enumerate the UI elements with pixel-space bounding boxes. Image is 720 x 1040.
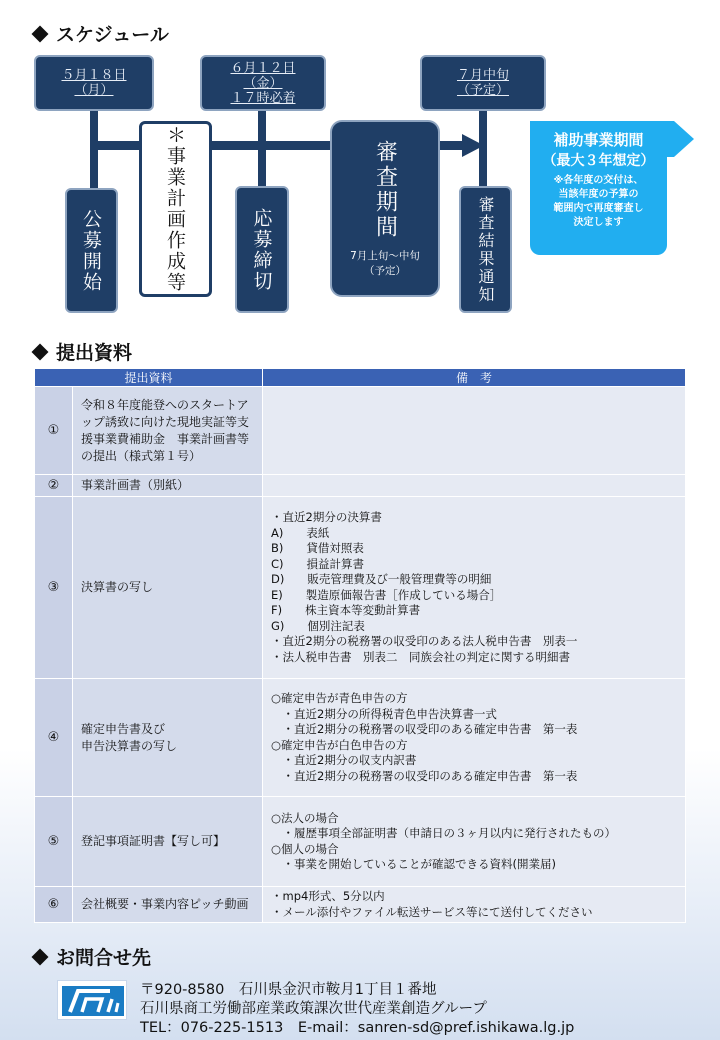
start-date-weekday: （月） bbox=[74, 83, 114, 98]
shinsa-kekka-label: 審査結果通知 bbox=[476, 195, 495, 304]
header-doc: 提出資料 bbox=[35, 369, 263, 387]
notice-date-note: （予定） bbox=[456, 83, 509, 98]
note-line: ・mp4形式、5分以内 bbox=[271, 889, 385, 903]
hojo-note-1: ※各年度の交付は、 bbox=[553, 175, 644, 186]
shinsa-period-tentative: （予定） bbox=[364, 264, 406, 277]
deadline-date-weekday: （金） bbox=[243, 75, 283, 91]
shinsa-kikan-label: 審査期間 bbox=[372, 139, 398, 240]
contact-department: 石川県商工労働部産業政策課次世代産業創造グループ bbox=[140, 1001, 487, 1017]
schedule-section-title bbox=[34, 20, 169, 47]
start-date-day: ５月１８日 bbox=[61, 68, 127, 83]
start-date-box bbox=[34, 55, 154, 111]
row-number: ④ bbox=[35, 679, 73, 797]
note-line: ○個人の場合 bbox=[271, 841, 339, 856]
kobo-kaishi-box bbox=[65, 188, 118, 313]
note-line: ・履歴事項全部証明書（申請日の３ヶ月以内に発行されたもの） bbox=[271, 826, 616, 840]
note-line: B) 貸借対照表 bbox=[271, 541, 364, 555]
row-number: ③ bbox=[35, 497, 73, 679]
row-note bbox=[263, 387, 686, 475]
diamond-bullet-icon bbox=[32, 948, 49, 965]
row-number: ① bbox=[35, 387, 73, 475]
note-line: E) 製造原価報告書［作成している場合］ bbox=[271, 587, 502, 602]
row-number: ② bbox=[35, 475, 73, 497]
row-note bbox=[263, 797, 686, 887]
note-line: D) 販売管理費及び一般管理費等の明細 bbox=[271, 572, 492, 586]
keikaku-sakusei-label: ＊事業計画作成等 bbox=[164, 125, 186, 293]
table-row bbox=[35, 475, 686, 497]
note-line: G) 個別注記表 bbox=[271, 618, 365, 633]
header-note: 備 考 bbox=[263, 369, 686, 387]
row-doc: 会社概要・事業内容ピッチ動画 bbox=[73, 887, 263, 923]
obo-shimekiri-label: 応募締切 bbox=[250, 207, 273, 292]
note-line: A) 表紙 bbox=[271, 525, 330, 540]
row-doc: 登記事項証明書【写し可】 bbox=[73, 797, 263, 887]
row-number: ⑤ bbox=[35, 797, 73, 887]
table-row bbox=[35, 887, 686, 923]
shinsa-kikan-box bbox=[330, 120, 440, 297]
row-doc: 事業計画書（別紙） bbox=[73, 475, 263, 497]
note-line: F) 株主資本等変動計算書 bbox=[271, 603, 421, 617]
kobo-kaishi-label: 公募開始 bbox=[80, 208, 102, 293]
contact-address: 〒920-8580 石川県金沢市鞍月1丁目１番地 bbox=[140, 982, 437, 998]
note-line: ○確定申告が青色申告の方 bbox=[271, 691, 408, 705]
row-note bbox=[263, 679, 686, 797]
note-line: ・メール添付やファイル転送サービス等にて送付してください bbox=[271, 904, 593, 919]
note-line: ・法人税申告書 別表二 同族会社の判定に関する明細書 bbox=[271, 649, 570, 664]
table-row bbox=[35, 387, 686, 475]
row-number: ⑥ bbox=[35, 887, 73, 923]
note-line: ・直近2期分の決算書 bbox=[271, 510, 382, 524]
obo-shimekiri-box bbox=[235, 186, 289, 313]
note-line: ・事業を開始していることが確認できる資料(開業届) bbox=[271, 857, 556, 871]
row-doc: 令和８年度能登へのスタートアップ誘致に向けた現地実証等支援事業費補助金 事業計画書等の提出（様式第１号） bbox=[73, 387, 263, 475]
row-doc: 決算書の写し bbox=[73, 497, 263, 679]
note-line: ・直近2期分の所得税青色申告決算書一式 bbox=[271, 706, 497, 721]
note-line: ・直近2期分の収支内訳書 bbox=[271, 753, 417, 767]
hojo-text-block bbox=[530, 130, 667, 230]
note-line: ・直近2期分の税務署の収受印のある確定申告書 第一表 bbox=[271, 768, 578, 783]
materials-section-title bbox=[34, 338, 132, 365]
diamond-bullet-icon bbox=[32, 25, 49, 42]
keikaku-sakusei-box bbox=[139, 121, 212, 297]
hojo-title: 補助事業期間 bbox=[553, 131, 644, 149]
ishikawa-logo bbox=[57, 980, 127, 1020]
contact-tel-email[interactable]: TEL：076-225-1513 E-mail：sanren-sd@pref.ishikawa.lg.jp bbox=[140, 1020, 575, 1036]
table-row bbox=[35, 797, 686, 887]
row-note bbox=[263, 475, 686, 497]
notice-date-box bbox=[420, 55, 546, 111]
materials-title-text: 提出資料 bbox=[56, 342, 133, 364]
materials-table bbox=[34, 368, 686, 923]
note-line: ○確定申告が白色申告の方 bbox=[271, 737, 408, 752]
connector-notice bbox=[479, 110, 487, 190]
schedule-title-text: スケジュール bbox=[56, 24, 169, 46]
ishikawa-logo-icon bbox=[58, 981, 128, 1021]
deadline-date-day: ６月１２日 bbox=[230, 60, 296, 76]
table-row bbox=[35, 497, 686, 679]
connector-deadline bbox=[258, 110, 266, 190]
table-row bbox=[35, 679, 686, 797]
contact-title-text: お問合せ先 bbox=[56, 947, 152, 969]
shinsa-kekka-box bbox=[459, 186, 512, 313]
table-header-row bbox=[35, 369, 686, 387]
note-line: ○法人の場合 bbox=[271, 810, 339, 825]
deadline-date-box bbox=[200, 55, 326, 111]
note-line: C) 損益計算書 bbox=[271, 556, 365, 571]
notice-date-month: ７月中旬 bbox=[456, 68, 509, 83]
deadline-date-time: １７時必着 bbox=[230, 90, 296, 106]
diamond-bullet-icon bbox=[32, 343, 49, 360]
row-note bbox=[263, 497, 686, 679]
contact-section-title bbox=[34, 943, 151, 970]
row-note bbox=[263, 887, 686, 923]
hojo-subtitle: （最大３年想定） bbox=[542, 153, 655, 169]
note-line: ・直近2期分の税務署の収受印のある法人税申告書 別表一 bbox=[271, 634, 578, 648]
hojo-note-4: 決定します bbox=[573, 217, 624, 228]
row-doc: 確定申告書及び 申告決算書の写し bbox=[73, 679, 263, 797]
shinsa-period-note: 7月上旬～中旬 bbox=[350, 249, 420, 262]
hojo-note-2: 当該年度の予算の bbox=[558, 189, 639, 200]
note-line: ・直近2期分の税務署の収受印のある確定申告書 第一表 bbox=[271, 722, 578, 736]
hojo-note-3: 範囲内で再度審査し bbox=[553, 203, 644, 214]
connector-start bbox=[90, 110, 98, 190]
